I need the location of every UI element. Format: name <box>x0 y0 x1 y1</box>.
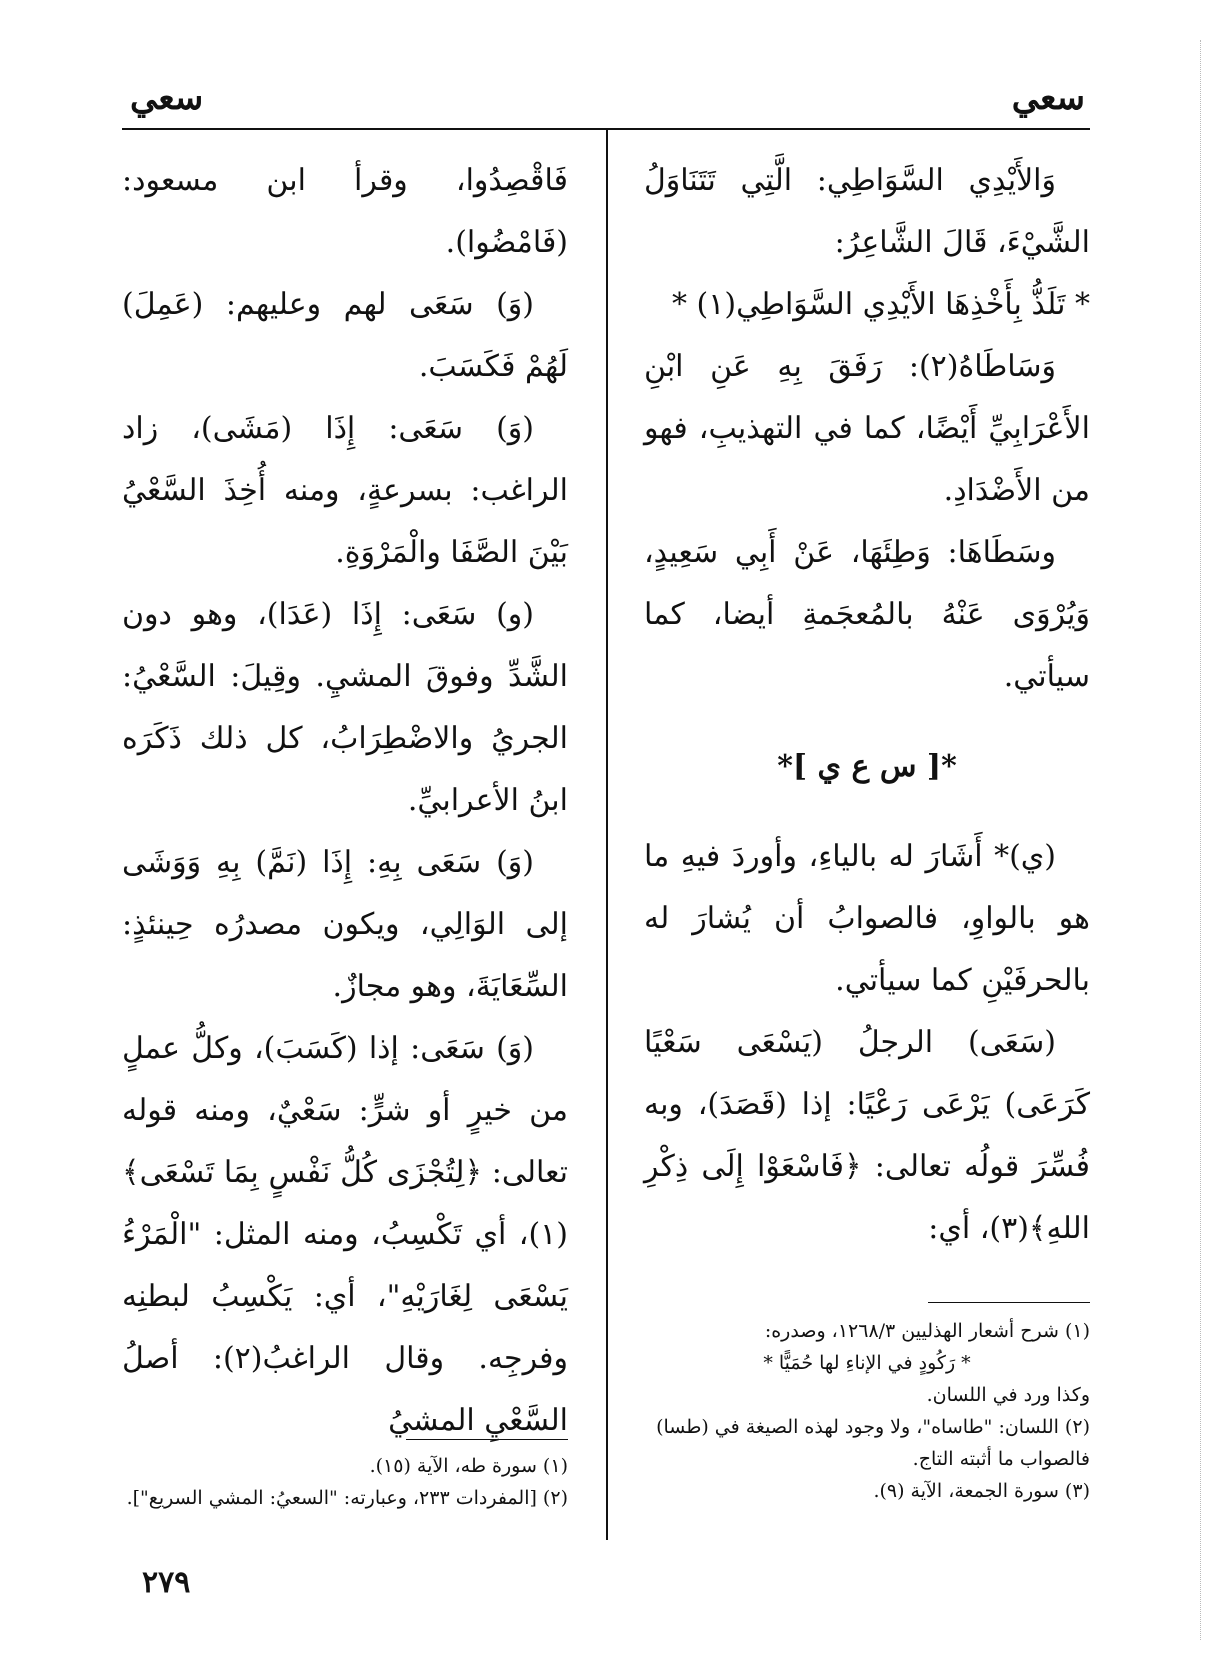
paragraph: وسَطَاهَا: وَطِئَهَا، عَنْ أَبِي سَعِيدٍ، وَيُرْوَى عَنْهُ بالمُعجَمةِ أيضا، كما سيأتي. <box>644 535 1090 694</box>
paragraph: (وَ) سَعَى: إذا (كَسَبَ)، وكلُّ عملٍ من خيرٍ أو شرٍّ: سَعْيٌ، ومنه قوله تعالى: ﴿لِتُجْزَى كُلُّ نَفْسٍ بِمَا تَسْعَى﴾(١)، أي تَكْسِبُ، ومنه المثل: "الْمَرْءُ يَسْعَى لِغَارَيْهِ"، أي: يَكْسِبُ لبطنِه وفرجِه. وقال الراغبُ(٢): أصلُ السَّعْيِ المشيُ <box>122 1031 568 1438</box>
footnote: (٢) [المفردات ٢٣٣، وعبارته: "السعيُ: المشي السريع"]. <box>126 1487 568 1509</box>
right-column <box>644 150 1090 1260</box>
footnote: (٢) اللسان: "طاساه"، ولا وجود لهذه الصيغة في (طسا) فالصواب ما أثبته التاج. <box>656 1416 1090 1470</box>
paragraph: (ي)* أَشَارَ له بالياءِ، وأوردَ فيهِ ما هو بالواوِ، فالصوابُ أن يُشارَ له بالحرفَيْنِ كما سيأتي. <box>644 839 1090 998</box>
footnote-rule-right <box>928 1302 1090 1303</box>
page-number: ٢٧٩ <box>142 1565 191 1600</box>
scan-edge-dots <box>1200 40 1205 1640</box>
entry-heading: *[ س ع ي ]* <box>777 749 957 784</box>
paragraph: (وَ) سَعَى لهم وعليهم: (عَمِلَ) لَهُمْ فَكَسَبَ. <box>122 287 568 384</box>
footnote: وكذا ورد في اللسان. <box>926 1384 1090 1406</box>
footnotes-left <box>122 1450 568 1514</box>
verse-line: * تَلَذُّ بِأَخْذِهَا الأَيْدِي السَّوَاطِي(١) * <box>672 287 1090 322</box>
paragraph: (وَ) سَعَى: إِذَا (مَشَى)، زاد الراغب: بسرعةٍ، ومنه أُخِذَ السَّعْيُ بَيْنَ الصَّفَا والْمَرْوَةِ. <box>122 411 568 570</box>
column-divider <box>606 130 608 1540</box>
footnote-rule-left <box>406 1439 568 1440</box>
paragraph: (و) سَعَى: إِذَا (عَدَا)، وهو دون الشَّدِّ وفوقَ المشيِ. وقِيلَ: السَّعْيُ: الجريُ والاضْطِرَابُ، كل ذلك ذَكَرَه ابنُ الأعرابيِّ. <box>122 597 568 818</box>
header-title-left: سعي <box>130 78 204 118</box>
paragraph: وَسَاطَاهُ(٢): رَفَقَ بِهِ عَنِ ابْنِ الأَعْرَابِيِّ أَيْضًا، كما في التهذيبِ، فهو من الأَضْدَادِ. <box>644 349 1090 508</box>
footnote-verse: * رَكُودٍ في الإناءِ لها حُمَيًّا * <box>763 1352 971 1374</box>
left-column <box>122 150 568 1452</box>
paragraph: (وَ) سَعَى بِهِ: إِذَا (نَمَّ) بِهِ وَوَشَى إلى الوَالِي، ويكون مصدرُه حِينئذٍ: السِّعَايَةَ، وهو مجازٌ. <box>122 845 568 1004</box>
footnotes-right <box>644 1315 1090 1507</box>
paragraph: فَاقْصِدُوا، وقرأ ابن مسعود: (فَامْضُوا). <box>122 163 568 260</box>
header-title-right: سعي <box>1011 78 1085 118</box>
footnote: (١) شرح أشعار الهذليين ١٢٦٨/٣، وصدره: <box>764 1320 1090 1342</box>
footnote: (٣) سورة الجمعة، الآية (٩). <box>873 1480 1090 1502</box>
paragraph: (سَعَى) الرجلُ (يَسْعَى سَعْيًا كَرَعَى) يَرْعَى رَعْيًا: إذا (قَصَدَ)، وبه فُسِّرَ قولُه تعالى: ﴿فَاسْعَوْا إِلَى ذِكْرِ اللهِ﴾(٣)، أي: <box>644 1025 1090 1246</box>
paragraph: وَالأَيْدِي السَّوَاطِي: الَّتِي تَتَنَاوَلُ الشَّيْءَ، قَالَ الشَّاعِرُ: <box>644 163 1090 260</box>
footnote: (١) سورة طه، الآية (١٥). <box>369 1455 568 1477</box>
